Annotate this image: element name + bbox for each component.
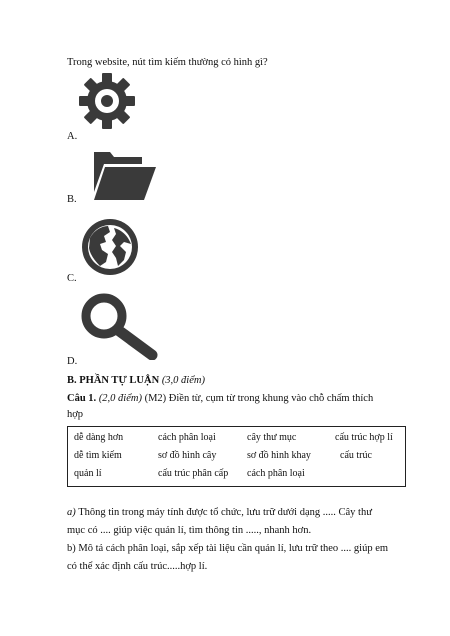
cau1-text: (M2) Điền từ, cụm từ trong khung vào chỗ chấm thích xyxy=(144,393,374,404)
cau1-line2: hợp xyxy=(67,409,84,420)
word-box-cell: cách phân loại xyxy=(158,432,216,443)
section-points: (3,0 điểm) xyxy=(161,375,205,386)
magnifier-icon xyxy=(80,292,160,360)
part-a-line2: mục có .... giúp việc quản lí, tìm thông tin ....., nhanh hơn. xyxy=(67,525,312,536)
section-title: B. PHẦN TỰ LUẬN xyxy=(67,375,160,386)
option-b-label: B. xyxy=(67,194,77,205)
word-box xyxy=(67,426,406,487)
part-b-line2: có thể xác định cấu trúc.....hợp lí. xyxy=(67,561,208,572)
option-c-label: C. xyxy=(67,273,77,284)
part-a-line1 xyxy=(67,506,372,520)
gear-icon xyxy=(78,72,136,130)
word-box-cell: quản lí xyxy=(74,468,102,479)
cau1-label: Câu 1. xyxy=(67,393,97,404)
option-a-label: A. xyxy=(67,131,78,142)
question-text: Trong website, nút tìm kiếm thường có hình gì? xyxy=(67,57,268,68)
option-d-label: D. xyxy=(67,356,78,367)
word-box-cell: cây thư mục xyxy=(247,432,297,443)
word-box-cell: cấu trúc phân cấp xyxy=(158,468,229,479)
word-box-cell: cách phân loại xyxy=(247,468,305,479)
globe-icon xyxy=(80,216,140,278)
word-box-cell: cấu trúc xyxy=(340,450,372,461)
section-heading xyxy=(67,374,205,388)
part-b-line1: b) Mô tả cách phân loại, sắp xếp tài liệu cần quản lí, lưu trữ theo .... giúp em xyxy=(67,543,389,554)
word-box-cell: cấu trúc hợp lí xyxy=(335,432,393,443)
cau1-line1 xyxy=(67,392,373,406)
folder-icon xyxy=(92,148,158,202)
word-box-cell: dễ dàng hơn xyxy=(74,432,124,443)
word-box-cell: sơ đồ hình khay xyxy=(247,450,311,461)
word-box-cell: dễ tìm kiếm xyxy=(74,450,122,461)
part-a-label: a) xyxy=(67,507,76,518)
word-box-cell: sơ đồ hình cây xyxy=(158,450,217,461)
part-a-text1: Thông tin trong máy tính được tổ chức, lưu trữ dưới dạng ..... Cây thư xyxy=(78,507,372,518)
cau1-points: (2,0 điểm) xyxy=(98,393,142,404)
